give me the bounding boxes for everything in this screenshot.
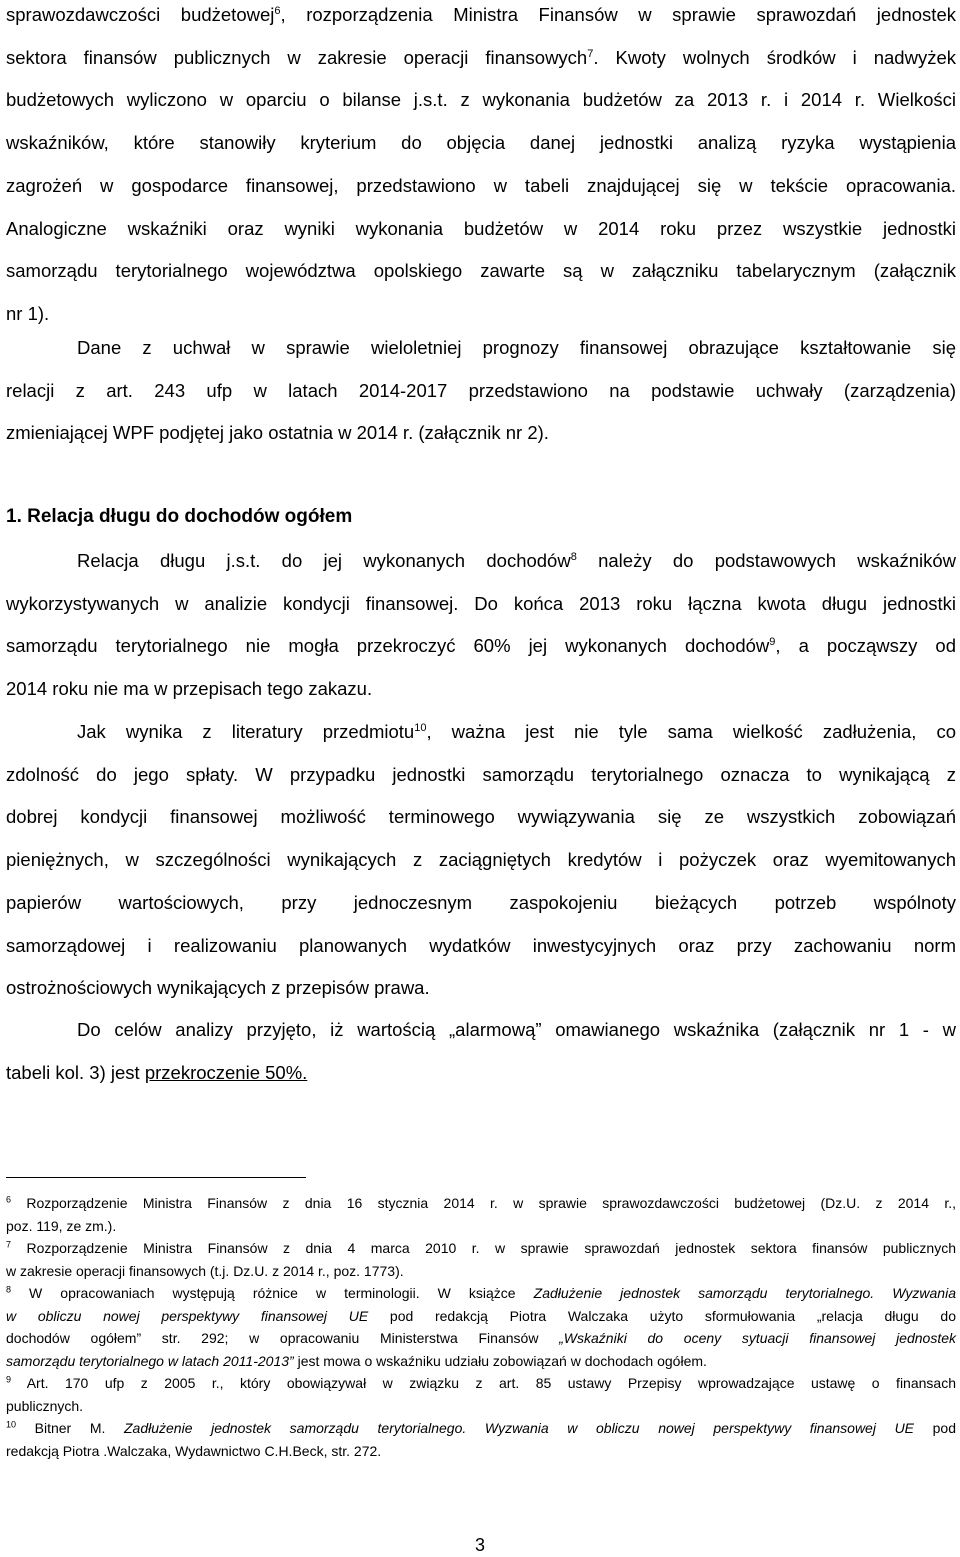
text-line: Dane z uchwał w sprawie wieloletniej prognozy finansowej obrazujące kształtowanie się — [77, 337, 956, 358]
text-line: Analogiczne wskaźniki oraz wyniki wykonania budżetów w 2014 roku przez wszystkie jednostki — [6, 217, 956, 239]
text-line: ostrożnościowych wynikających z przepisów prawa. — [6, 977, 430, 999]
footnote-line: $^7$ Rozporządzenie Ministra Finansów z dnia 4 marca 2010 r. w sprawie sprawozdań jednostek sektora finansów publicznych — [6, 1239, 956, 1256]
footnote-ref: 8 — [570, 550, 577, 563]
text-line: nr 1). — [6, 302, 50, 324]
text-line: sektora finansów publicznych w zakresie operacji finansowych$^7$. Kwoty wolnych środków i nadwyżek — [6, 46, 956, 68]
footnote-ref: 7 — [587, 47, 594, 60]
footnote-ref: 6 — [274, 4, 281, 17]
footnote-number: 9 — [6, 1374, 12, 1385]
text-line: dobrej kondycji finansowej możliwość terminowego wywiązywania się ze wszystkich zobowiązań — [6, 806, 956, 828]
underlined-threshold: przekroczenie 50%. — [144, 1061, 308, 1083]
text-line: Do celów analizy przyjęto, iż wartością „alarmową” omawianego wskaźnika (załącznik nr 1 - w — [77, 1019, 956, 1040]
paragraph-1 — [6, 0, 956, 336]
paragraph-5 — [6, 1009, 956, 1094]
footnote-ref: 10 — [414, 721, 427, 734]
footnote-9 — [6, 1372, 956, 1417]
text-line: zagrożeń w gospodarce finansowej, przedstawiono w tabeli znajdującej się w tekście opracowania. — [6, 174, 956, 196]
footnote-line: poz. 119, ze zm.). — [6, 1217, 117, 1234]
text-line: zmieniającej WPF podjętej jako ostatnia w 2014 r. (załącznik nr 2). — [6, 422, 549, 444]
footnote-line: $^6$ Rozporządzenie Ministra Finansów z dnia 16 stycznia 2014 r. w sprawie sprawozdawczości budżetowej (Dz.U. z 2014 r., — [6, 1194, 956, 1211]
footnote-line: publicznych. — [6, 1397, 84, 1414]
section-heading: 1. Relacja długu do dochodów ogółem — [6, 506, 353, 527]
text-line: Jak wynika z literatury przedmiotu$^{10}$, ważna jest nie tyle sama wielkość zadłużenia, co — [77, 721, 957, 742]
paragraph-2 — [6, 327, 956, 455]
text-line: 2014 roku nie ma w przepisach tego zakazu. — [6, 678, 373, 700]
footnote-line: dochodów ogółem” str. 292; w opracowaniu Ministerstwa Finansów „Wskaźniki do oceny sytuacji finansowej jednostek — [6, 1330, 957, 1346]
footnote-line: redakcją Piotra .Walczaka, Wydawnictwo C.H.Beck, str. 272. — [6, 1442, 382, 1459]
paragraph-4 — [6, 711, 956, 1010]
footnote-line: $^{10}$ Bitner M. Zadłużenie jednostek samorządu terytorialnego. Wyzwania w obliczu nowej perspektywy finansowej UE pod — [6, 1419, 957, 1436]
footnotes — [6, 1192, 956, 1462]
footnote-number: 8 — [6, 1284, 12, 1295]
paragraph-3 — [6, 540, 956, 711]
footnote-number: 7 — [6, 1239, 12, 1250]
footnote-line: samorządu terytorialnego w latach 2011-2013” jest mowa o wskaźniku udziału zobowiązań w dochodach ogółem. — [6, 1352, 707, 1369]
footnote-number: 6 — [6, 1194, 12, 1205]
text-line: budżetowych wyliczono w oparciu o bilanse j.s.t. z wykonania budżetów za 2013 r. i 2014 r. Wielkości — [6, 89, 956, 111]
text-line: samorządowej i realizowaniu planowanych wydatków inwestycyjnych oraz przy zachowaniu norm — [6, 934, 956, 956]
text-line: zdolność do jego spłaty. W przypadku jednostki samorządu terytorialnego oznacza to wynikającą z — [6, 763, 956, 785]
page-number: 3 — [474, 1535, 485, 1555]
footnote-line: w obliczu nowej perspektywy finansowej UE pod redakcją Piotra Walczaka użyto sformułowania „relacja długu do — [6, 1307, 956, 1324]
text-line: Relacja długu j.s.t. do jej wykonanych dochodów$^8$ należy do podstawowych wskaźników — [77, 550, 956, 571]
footnote-8 — [6, 1282, 956, 1372]
text-line: relacji z art. 243 ufp w latach 2014-2017 przedstawiono na podstawie uchwały (zarządzenia) — [6, 379, 956, 401]
text-line: samorządu terytorialnego nie mogła przekroczyć 60% jej wykonanych dochodów$^9$, a począwszy od — [6, 635, 956, 657]
text-line: papierów wartościowych, przy jednoczesnym zaspokojeniu bieżących potrzeb wspólnoty — [6, 891, 956, 913]
footnote-number: 10 — [6, 1419, 17, 1430]
footnote-6 — [6, 1192, 956, 1237]
footnote-10 — [6, 1417, 956, 1462]
text-line: pieniężnych, w szczególności wynikających z zaciągniętych kredytów i pożyczek oraz wyemitowanych — [6, 849, 956, 871]
text-line: tabeli kol. 3) jest przekroczenie 50%. — [6, 1061, 308, 1083]
text-line: samorządu terytorialnego województwa opolskiego zawarte są w załączniku tabelarycznym (załącznik — [6, 260, 956, 282]
footnote-separator — [6, 1177, 306, 1178]
text-line: sprawozdawczości budżetowej$^6$, rozporządzenia Ministra Finansów w sprawie sprawozdań jednostek — [6, 4, 956, 25]
footnote-line: $^9$ Art. 170 ufp z 2005 r., który obowiązywał w związku z art. 85 ustawy Przepisy wprowadzające ustawę o finansach — [6, 1374, 956, 1391]
footnote-line: w zakresie operacji finansowych (t.j. Dz.U. z 2014 r., poz. 1773). — [6, 1262, 404, 1279]
footnote-ref: 9 — [769, 636, 776, 649]
text-line: wykorzystywanych w analizie kondycji finansowej. Do końca 2013 roku łączna kwota długu jednostki — [6, 592, 956, 614]
footnote-line: $^8$ W opracowaniach występują różnice w terminologii. W książce Zadłużenie jednostek samorządu terytorialnego. Wyzwania — [6, 1284, 956, 1301]
text-line: wskaźników, które stanowiły kryterium do objęcia danej jednostki analizą ryzyka wystąpienia — [6, 132, 956, 154]
footnote-7 — [6, 1237, 956, 1282]
